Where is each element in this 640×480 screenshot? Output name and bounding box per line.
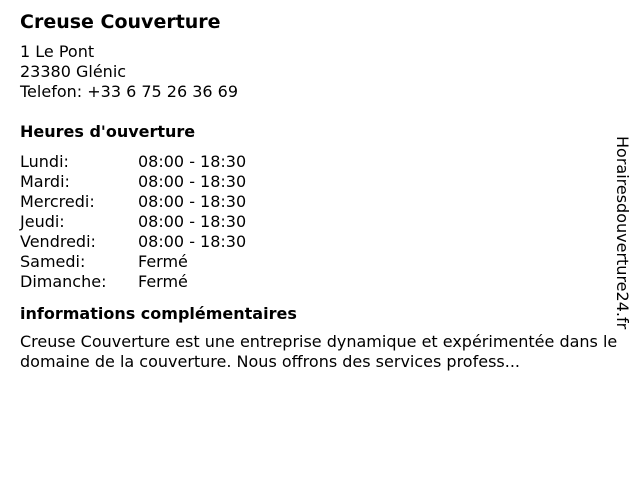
hours-row-monday	[20, 152, 620, 172]
hours-row-friday	[20, 232, 620, 252]
address-block	[20, 42, 620, 102]
opening-hours-table	[20, 152, 620, 292]
day-label: Mercredi:	[20, 192, 95, 211]
hours-row-tuesday	[20, 172, 620, 192]
day-label: Lundi:	[20, 152, 69, 171]
additional-info-heading: informations complémentaires	[20, 304, 297, 323]
opening-hours-heading: Heures d'ouverture	[20, 122, 196, 141]
day-label: Dimanche:	[20, 272, 107, 291]
business-name: Creuse Couverture	[20, 11, 221, 33]
day-label: Jeudi:	[20, 212, 65, 231]
business-card	[20, 10, 620, 372]
business-description: Creuse Couverture est une entreprise dynamique et expérimentée dans le domaine de la couverture. Nous offrons des services profess...	[20, 332, 618, 371]
day-label: Samedi:	[20, 252, 86, 271]
postal-city: 23380 Glénic	[20, 62, 127, 81]
day-hours: 08:00 - 18:30	[138, 212, 247, 231]
street-address: 1 Le Pont	[20, 42, 95, 61]
hours-row-saturday	[20, 252, 620, 272]
day-label: Vendredi:	[20, 232, 96, 251]
day-hours: Fermé	[138, 252, 188, 271]
day-label: Mardi:	[20, 172, 70, 191]
day-hours: 08:00 - 18:30	[138, 152, 247, 171]
hours-row-sunday	[20, 272, 620, 292]
day-hours: Fermé	[138, 272, 188, 291]
phone-number: Telefon: +33 6 75 26 36 69	[20, 82, 239, 101]
hours-row-thursday	[20, 212, 620, 232]
day-hours: 08:00 - 18:30	[138, 232, 247, 251]
hours-row-wednesday	[20, 192, 620, 212]
day-hours: 08:00 - 18:30	[138, 172, 247, 191]
site-watermark: Horairesdouverture24.fr	[613, 136, 632, 330]
day-hours: 08:00 - 18:30	[138, 192, 247, 211]
